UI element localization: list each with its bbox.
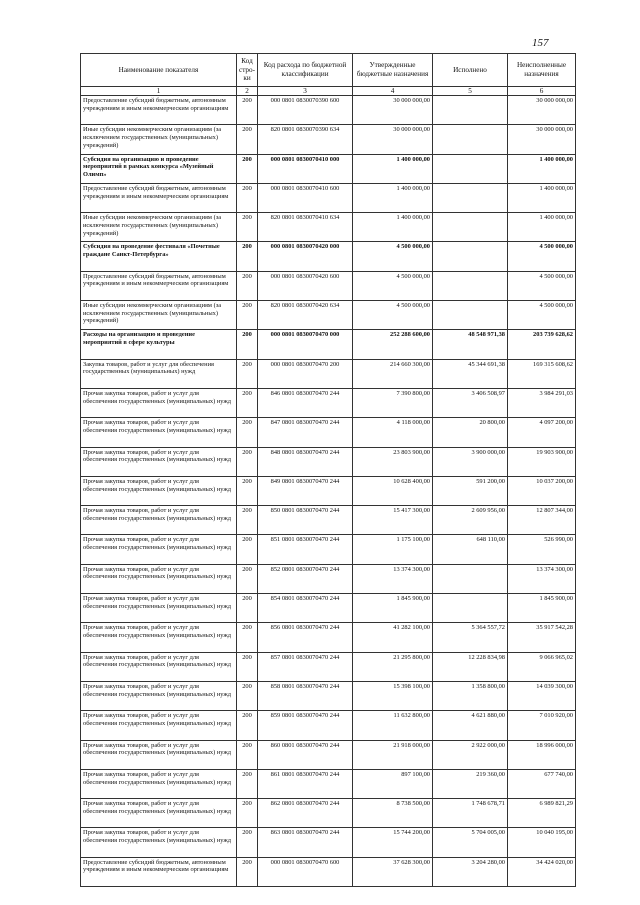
cell-executed: 4 621 880,00 <box>433 711 508 740</box>
table-row <box>81 183 576 212</box>
cell-name: Прочая закупка товаров, работ и услуг для обеспечения государственных (муниципальных) нужд <box>81 828 237 857</box>
cell-classification-code: 849 0801 0830070470 244 <box>258 476 353 505</box>
cell-line-code: 200 <box>237 740 258 769</box>
cell-classification-code: 848 0801 0830070470 244 <box>258 447 353 476</box>
cell-name: Прочая закупка товаров, работ и услуг для обеспечения государственных (муниципальных) нужд <box>81 506 237 535</box>
cell-executed: 12 228 834,98 <box>433 652 508 681</box>
cell-unexecuted: 10 040 195,00 <box>508 828 576 857</box>
cell-unexecuted: 35 917 542,28 <box>508 623 576 652</box>
cell-classification-code: 847 0801 0830070470 244 <box>258 418 353 447</box>
table-row <box>81 213 576 242</box>
cell-line-code: 200 <box>237 476 258 505</box>
header-name: Наименование показателя <box>81 54 237 87</box>
cell-executed: 3 900 000,00 <box>433 447 508 476</box>
cell-executed: 1 748 678,71 <box>433 799 508 828</box>
cell-unexecuted: 4 097 200,00 <box>508 418 576 447</box>
table-row <box>81 242 576 271</box>
cell-classification-code: 850 0801 0830070470 244 <box>258 506 353 535</box>
cell-executed: 648 110,00 <box>433 535 508 564</box>
cell-unexecuted: 677 740,00 <box>508 769 576 798</box>
cell-line-code: 200 <box>237 681 258 710</box>
table-row <box>81 564 576 593</box>
column-number: 3 <box>258 87 353 96</box>
cell-name: Прочая закупка товаров, работ и услуг для обеспечения государственных (муниципальных) нужд <box>81 711 237 740</box>
cell-approved: 8 738 500,00 <box>353 799 433 828</box>
table-row <box>81 769 576 798</box>
cell-approved: 30 000 000,00 <box>353 125 433 154</box>
cell-unexecuted: 1 400 000,00 <box>508 213 576 242</box>
cell-executed: 3 204 280,00 <box>433 857 508 886</box>
cell-approved: 214 660 300,00 <box>353 359 433 388</box>
cell-classification-code: 851 0801 0830070470 244 <box>258 535 353 564</box>
table-header-row <box>81 54 576 87</box>
cell-executed <box>433 271 508 300</box>
cell-unexecuted: 7 010 920,00 <box>508 711 576 740</box>
cell-line-code: 200 <box>237 564 258 593</box>
cell-executed <box>433 154 508 183</box>
table-row <box>81 330 576 359</box>
column-number: 1 <box>81 87 237 96</box>
cell-approved: 1 845 900,00 <box>353 594 433 623</box>
cell-classification-code: 859 0801 0830070470 244 <box>258 711 353 740</box>
cell-approved: 4 118 000,00 <box>353 418 433 447</box>
cell-approved: 15 417 300,00 <box>353 506 433 535</box>
cell-executed <box>433 213 508 242</box>
cell-unexecuted: 169 315 608,62 <box>508 359 576 388</box>
cell-approved: 37 628 300,00 <box>353 857 433 886</box>
cell-classification-code: 820 0801 0830070420 634 <box>258 301 353 330</box>
cell-unexecuted: 13 374 300,00 <box>508 564 576 593</box>
cell-classification-code: 854 0801 0830070470 244 <box>258 594 353 623</box>
cell-classification-code: 862 0801 0830070470 244 <box>258 799 353 828</box>
cell-approved: 10 628 400,00 <box>353 476 433 505</box>
cell-executed <box>433 301 508 330</box>
cell-name: Закупка товаров, работ и услуг для обеспечения государственных (муниципальных) нужд <box>81 359 237 388</box>
cell-executed <box>433 183 508 212</box>
cell-classification-code: 856 0801 0830070470 244 <box>258 623 353 652</box>
table-row <box>81 652 576 681</box>
cell-approved: 15 398 100,00 <box>353 681 433 710</box>
cell-name: Субсидия на проведение фестиваля «Почетные граждане Санкт-Петербурга» <box>81 242 237 271</box>
cell-executed: 591 200,00 <box>433 476 508 505</box>
cell-line-code: 200 <box>237 535 258 564</box>
cell-executed <box>433 594 508 623</box>
cell-name: Прочая закупка товаров, работ и услуг для обеспечения государственных (муниципальных) нужд <box>81 535 237 564</box>
cell-unexecuted: 34 424 020,00 <box>508 857 576 886</box>
cell-approved: 1 175 100,00 <box>353 535 433 564</box>
cell-line-code: 200 <box>237 301 258 330</box>
cell-executed: 1 358 800,00 <box>433 681 508 710</box>
cell-name: Расходы на организацию и проведение мероприятий в сфере культуры <box>81 330 237 359</box>
cell-line-code: 200 <box>237 125 258 154</box>
cell-name: Прочая закупка товаров, работ и услуг для обеспечения государственных (муниципальных) нужд <box>81 652 237 681</box>
cell-classification-code: 000 0801 0830070390 600 <box>258 96 353 125</box>
table-row <box>81 125 576 154</box>
cell-line-code: 200 <box>237 330 258 359</box>
cell-classification-code: 846 0801 0830070470 244 <box>258 388 353 417</box>
cell-line-code: 200 <box>237 96 258 125</box>
cell-unexecuted: 9 066 965,02 <box>508 652 576 681</box>
header-executed: Исполнено <box>433 54 508 87</box>
cell-approved: 41 282 100,00 <box>353 623 433 652</box>
column-number: 6 <box>508 87 576 96</box>
header-line-code: Код стро-ки <box>237 54 258 87</box>
cell-approved: 1 400 000,00 <box>353 213 433 242</box>
cell-line-code: 200 <box>237 506 258 535</box>
cell-executed <box>433 96 508 125</box>
cell-classification-code: 852 0801 0830070470 244 <box>258 564 353 593</box>
cell-approved: 21 918 000,00 <box>353 740 433 769</box>
cell-approved: 21 295 800,00 <box>353 652 433 681</box>
cell-name: Прочая закупка товаров, работ и услуг для обеспечения государственных (муниципальных) нужд <box>81 769 237 798</box>
cell-unexecuted: 6 989 821,29 <box>508 799 576 828</box>
cell-unexecuted: 14 039 300,00 <box>508 681 576 710</box>
cell-executed <box>433 242 508 271</box>
table-row <box>81 857 576 886</box>
cell-unexecuted: 4 500 000,00 <box>508 271 576 300</box>
cell-line-code: 200 <box>237 271 258 300</box>
column-number-row <box>81 87 576 96</box>
cell-executed <box>433 564 508 593</box>
table-row <box>81 799 576 828</box>
header-unexecuted: Неисполненные назначения <box>508 54 576 87</box>
cell-executed: 45 344 691,38 <box>433 359 508 388</box>
cell-name: Иные субсидии некоммерческим организациям (за исключением государственных (муниципальных) учреждений) <box>81 213 237 242</box>
cell-executed: 3 406 508,97 <box>433 388 508 417</box>
cell-unexecuted: 30 000 000,00 <box>508 96 576 125</box>
cell-executed: 219 360,00 <box>433 769 508 798</box>
cell-unexecuted: 4 500 000,00 <box>508 242 576 271</box>
table-row <box>81 535 576 564</box>
cell-executed: 20 800,00 <box>433 418 508 447</box>
column-number: 5 <box>433 87 508 96</box>
cell-name: Предоставление субсидий бюджетным, автономным учреждениям и иным некоммерческим организациям <box>81 271 237 300</box>
cell-classification-code: 820 0801 0830070410 634 <box>258 213 353 242</box>
cell-line-code: 200 <box>237 388 258 417</box>
cell-name: Субсидия на организацию и проведение мероприятий в рамках конкурса «Музейный Олимп» <box>81 154 237 183</box>
cell-line-code: 200 <box>237 213 258 242</box>
table-row <box>81 506 576 535</box>
cell-name: Предоставление субсидий бюджетным, автономным учреждениям и иным некоммерческим организациям <box>81 857 237 886</box>
table-row <box>81 154 576 183</box>
cell-classification-code: 860 0801 0830070470 244 <box>258 740 353 769</box>
cell-line-code: 200 <box>237 594 258 623</box>
cell-executed: 2 609 956,00 <box>433 506 508 535</box>
cell-name: Прочая закупка товаров, работ и услуг для обеспечения государственных (муниципальных) нужд <box>81 594 237 623</box>
cell-line-code: 200 <box>237 857 258 886</box>
cell-approved: 4 500 000,00 <box>353 242 433 271</box>
cell-unexecuted: 3 984 291,03 <box>508 388 576 417</box>
cell-approved: 4 500 000,00 <box>353 271 433 300</box>
cell-unexecuted: 4 500 000,00 <box>508 301 576 330</box>
table-row <box>81 681 576 710</box>
table-row <box>81 301 576 330</box>
page-number: 157 <box>532 37 549 49</box>
cell-name: Прочая закупка товаров, работ и услуг для обеспечения государственных (муниципальных) нужд <box>81 564 237 593</box>
cell-classification-code: 000 0801 0830070420 600 <box>258 271 353 300</box>
table-row <box>81 711 576 740</box>
cell-classification-code: 000 0801 0830070420 000 <box>258 242 353 271</box>
cell-line-code: 200 <box>237 769 258 798</box>
cell-unexecuted: 203 739 628,62 <box>508 330 576 359</box>
cell-approved: 252 288 600,00 <box>353 330 433 359</box>
cell-executed: 2 922 000,00 <box>433 740 508 769</box>
cell-line-code: 200 <box>237 652 258 681</box>
cell-classification-code: 000 0801 0830070470 600 <box>258 857 353 886</box>
cell-line-code: 200 <box>237 154 258 183</box>
table-row <box>81 476 576 505</box>
table-row <box>81 418 576 447</box>
cell-name: Иные субсидии некоммерческим организациям (за исключением государственных (муниципальных) учреждений) <box>81 125 237 154</box>
cell-approved: 1 400 000,00 <box>353 183 433 212</box>
table-row <box>81 96 576 125</box>
cell-executed: 5 704 005,00 <box>433 828 508 857</box>
cell-line-code: 200 <box>237 242 258 271</box>
table-row <box>81 447 576 476</box>
cell-line-code: 200 <box>237 447 258 476</box>
cell-unexecuted: 1 400 000,00 <box>508 154 576 183</box>
cell-classification-code: 857 0801 0830070470 244 <box>258 652 353 681</box>
cell-approved: 15 744 200,00 <box>353 828 433 857</box>
table-row <box>81 828 576 857</box>
cell-classification-code: 863 0801 0830070470 244 <box>258 828 353 857</box>
cell-name: Прочая закупка товаров, работ и услуг для обеспечения государственных (муниципальных) нужд <box>81 799 237 828</box>
cell-approved: 23 803 900,00 <box>353 447 433 476</box>
cell-approved: 897 100,00 <box>353 769 433 798</box>
cell-classification-code: 858 0801 0830070470 244 <box>258 681 353 710</box>
cell-name: Предоставление субсидий бюджетным, автономным учреждениям и иным некоммерческим организациям <box>81 183 237 212</box>
cell-classification-code: 000 0801 0830070470 200 <box>258 359 353 388</box>
cell-line-code: 200 <box>237 623 258 652</box>
table-row <box>81 359 576 388</box>
cell-unexecuted: 10 037 200,00 <box>508 476 576 505</box>
cell-name: Прочая закупка товаров, работ и услуг для обеспечения государственных (муниципальных) нужд <box>81 681 237 710</box>
cell-classification-code: 000 0801 0830070410 600 <box>258 183 353 212</box>
cell-approved: 11 632 800,00 <box>353 711 433 740</box>
header-approved: Утвержденные бюджетные назначения <box>353 54 433 87</box>
budget-execution-table <box>80 53 576 887</box>
cell-approved: 7 390 800,00 <box>353 388 433 417</box>
cell-unexecuted: 19 903 900,00 <box>508 447 576 476</box>
cell-unexecuted: 30 000 000,00 <box>508 125 576 154</box>
cell-classification-code: 820 0801 0830070390 634 <box>258 125 353 154</box>
cell-line-code: 200 <box>237 828 258 857</box>
column-number: 4 <box>353 87 433 96</box>
table-row <box>81 594 576 623</box>
cell-line-code: 200 <box>237 359 258 388</box>
cell-name: Прочая закупка товаров, работ и услуг для обеспечения государственных (муниципальных) нужд <box>81 418 237 447</box>
cell-line-code: 200 <box>237 183 258 212</box>
cell-unexecuted: 18 996 000,00 <box>508 740 576 769</box>
cell-unexecuted: 526 990,00 <box>508 535 576 564</box>
cell-name: Прочая закупка товаров, работ и услуг для обеспечения государственных (муниципальных) нужд <box>81 476 237 505</box>
cell-unexecuted: 12 807 344,00 <box>508 506 576 535</box>
cell-line-code: 200 <box>237 418 258 447</box>
table-row <box>81 623 576 652</box>
column-number: 2 <box>237 87 258 96</box>
cell-executed <box>433 125 508 154</box>
cell-classification-code: 000 0801 0830070410 000 <box>258 154 353 183</box>
cell-approved: 4 500 000,00 <box>353 301 433 330</box>
cell-classification-code: 000 0801 0830070470 000 <box>258 330 353 359</box>
cell-name: Предоставление субсидий бюджетным, автономным учреждениям и иным некоммерческим организациям <box>81 96 237 125</box>
cell-approved: 1 400 000,00 <box>353 154 433 183</box>
table-row <box>81 388 576 417</box>
cell-name: Прочая закупка товаров, работ и услуг для обеспечения государственных (муниципальных) нужд <box>81 740 237 769</box>
cell-executed: 5 364 557,72 <box>433 623 508 652</box>
table-row <box>81 740 576 769</box>
cell-classification-code: 861 0801 0830070470 244 <box>258 769 353 798</box>
header-classification-code: Код расхода по бюджетной классификации <box>258 54 353 87</box>
cell-unexecuted: 1 845 900,00 <box>508 594 576 623</box>
cell-approved: 13 374 300,00 <box>353 564 433 593</box>
cell-name: Прочая закупка товаров, работ и услуг для обеспечения государственных (муниципальных) нужд <box>81 623 237 652</box>
cell-executed: 48 548 971,38 <box>433 330 508 359</box>
table-row <box>81 271 576 300</box>
cell-line-code: 200 <box>237 799 258 828</box>
cell-unexecuted: 1 400 000,00 <box>508 183 576 212</box>
cell-approved: 30 000 000,00 <box>353 96 433 125</box>
cell-name: Иные субсидии некоммерческим организациям (за исключением государственных (муниципальных) учреждений) <box>81 301 237 330</box>
cell-name: Прочая закупка товаров, работ и услуг для обеспечения государственных (муниципальных) нужд <box>81 388 237 417</box>
cell-name: Прочая закупка товаров, работ и услуг для обеспечения государственных (муниципальных) нужд <box>81 447 237 476</box>
cell-line-code: 200 <box>237 711 258 740</box>
